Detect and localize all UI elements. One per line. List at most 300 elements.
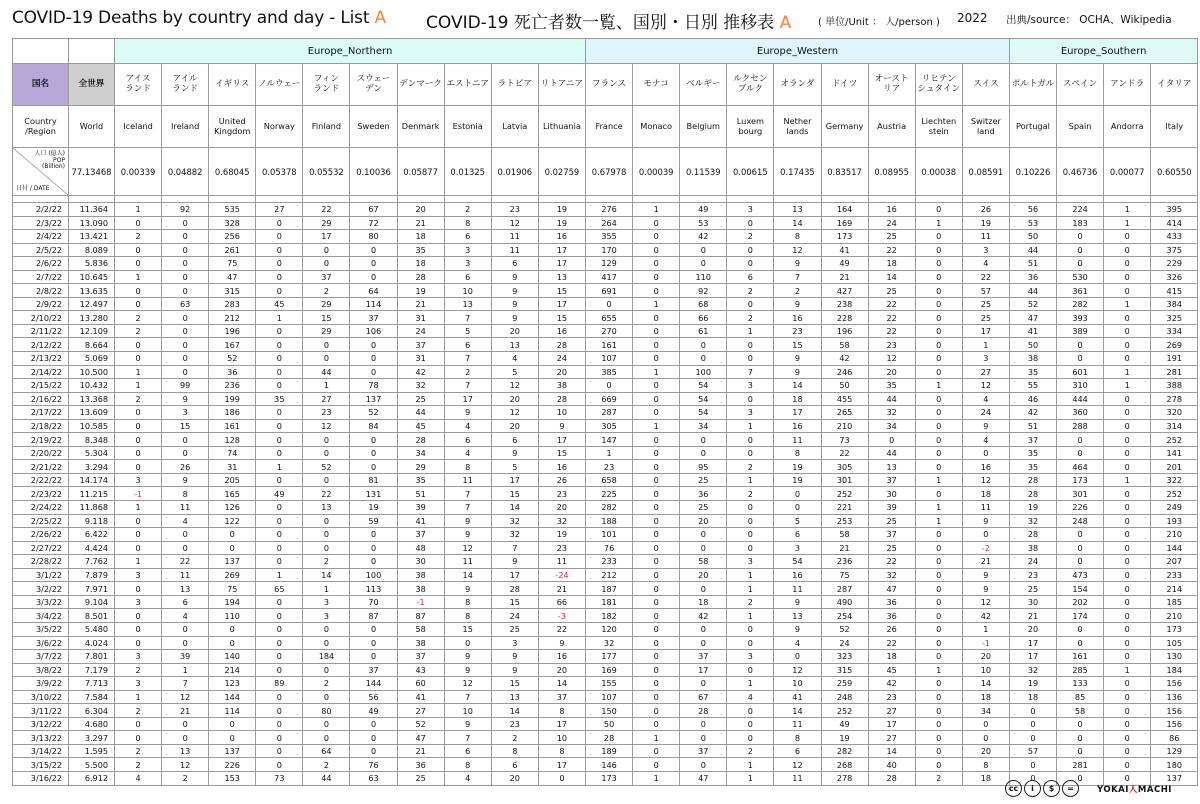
deaths-cell: 0 xyxy=(680,433,727,447)
deaths-cell: 0 xyxy=(915,203,962,217)
deaths-cell: 29 xyxy=(303,324,350,338)
date-cell: 3/3/22 xyxy=(13,595,69,609)
table-row xyxy=(13,473,1198,487)
deaths-cell: 17 xyxy=(868,717,915,731)
deaths-cell: 0 xyxy=(915,650,962,664)
deaths-cell: 282 xyxy=(1057,297,1104,311)
deaths-cell: 39 xyxy=(162,650,209,664)
deaths-cell: 1 xyxy=(727,324,774,338)
deaths-cell: 24 xyxy=(538,352,585,366)
deaths-cell: 8 xyxy=(962,758,1009,772)
deaths-cell: 0 xyxy=(680,731,727,745)
deaths-cell: 1 xyxy=(1104,203,1151,217)
deaths-cell: 11 xyxy=(774,433,821,447)
deaths-cell: 2 xyxy=(444,203,491,217)
deaths-cell: 65 xyxy=(256,582,303,596)
deaths-cell: 29 xyxy=(397,460,444,474)
deaths-cell: 32 xyxy=(868,406,915,420)
deaths-cell: 42 xyxy=(397,365,444,379)
deaths-cell: 7 xyxy=(444,379,491,393)
deaths-cell: 1 xyxy=(962,338,1009,352)
deaths-cell: 191 xyxy=(1151,352,1198,366)
deaths-cell: 120 xyxy=(586,622,633,636)
deaths-cell: 47 xyxy=(1009,311,1056,325)
deaths-cell: 3 xyxy=(115,650,162,664)
deaths-cell: 40 xyxy=(868,758,915,772)
deaths-cell: 122 xyxy=(209,514,256,528)
deaths-cell: 13 xyxy=(444,297,491,311)
deaths-cell: 1 xyxy=(115,555,162,569)
date-cell: 2/6/22 xyxy=(13,257,69,271)
deaths-cell: 0 xyxy=(256,230,303,244)
deaths-cell: 417 xyxy=(586,270,633,284)
country-name-jp: リヒテン シュタイン xyxy=(915,64,962,106)
deaths-cell: 0 xyxy=(915,338,962,352)
deaths-cell: 0 xyxy=(915,243,962,257)
deaths-cell: 20 xyxy=(680,514,727,528)
deaths-cell: 73 xyxy=(256,771,303,785)
deaths-cell: 14 xyxy=(491,704,538,718)
deaths-cell: 9 xyxy=(444,663,491,677)
deaths-cell: 180 xyxy=(1151,758,1198,772)
deaths-cell: 0 xyxy=(915,406,962,420)
spacer-cell xyxy=(1104,196,1151,203)
deaths-cell: 0 xyxy=(1057,230,1104,244)
deaths-cell: 16 xyxy=(538,230,585,244)
deaths-cell: 205 xyxy=(209,473,256,487)
deaths-cell: 42 xyxy=(680,230,727,244)
deaths-cell: 259 xyxy=(821,677,868,691)
deaths-cell: 60 xyxy=(397,677,444,691)
deaths-cell: 56 xyxy=(350,690,397,704)
deaths-cell: 4 xyxy=(444,771,491,785)
deaths-cell: 47 xyxy=(868,582,915,596)
deaths-cell: 0 xyxy=(162,433,209,447)
deaths-cell: 3 xyxy=(115,595,162,609)
deaths-cell: 9 xyxy=(774,257,821,271)
deaths-cell: 0 xyxy=(962,446,1009,460)
year-label: 2022 xyxy=(957,11,988,25)
table-row xyxy=(13,609,1198,623)
table-row xyxy=(13,717,1198,731)
deaths-cell: 0 xyxy=(162,446,209,460)
deaths-cell: 150 xyxy=(586,704,633,718)
deaths-cell: 21 xyxy=(397,216,444,230)
deaths-cell: 181 xyxy=(586,595,633,609)
deaths-cell: 6 xyxy=(491,257,538,271)
deaths-cell: 50 xyxy=(821,379,868,393)
deaths-cell: 12 xyxy=(962,473,1009,487)
deaths-cell: 224 xyxy=(1057,203,1104,217)
deaths-cell: 3 xyxy=(162,406,209,420)
deaths-cell: 0 xyxy=(915,257,962,271)
deaths-cell: 2 xyxy=(303,555,350,569)
spacer-cell xyxy=(444,196,491,203)
deaths-cell: 393 xyxy=(1057,311,1104,325)
deaths-cell: 23 xyxy=(868,338,915,352)
deaths-cell: 19 xyxy=(821,731,868,745)
deaths-cell: 17 xyxy=(303,230,350,244)
deaths-cell: 37 xyxy=(868,473,915,487)
deaths-cell: 0 xyxy=(915,230,962,244)
deaths-cell: 29 xyxy=(303,216,350,230)
deaths-cell: 95 xyxy=(680,460,727,474)
country-name-en: Belgium xyxy=(680,106,727,148)
deaths-cell: 78 xyxy=(350,379,397,393)
deaths-cell: 57 xyxy=(1009,744,1056,758)
spacer-cell xyxy=(69,196,115,203)
deaths-cell: 0 xyxy=(1057,771,1104,785)
deaths-cell: 17 xyxy=(774,406,821,420)
deaths-cell: 67 xyxy=(350,203,397,217)
date-cell: 2/7/22 xyxy=(13,270,69,284)
deaths-cell: 107 xyxy=(586,352,633,366)
deaths-cell: -1 xyxy=(115,487,162,501)
deaths-cell: 252 xyxy=(1151,433,1198,447)
deaths-cell: 236 xyxy=(821,555,868,569)
date-cell: 2/18/22 xyxy=(13,419,69,433)
deaths-cell: 384 xyxy=(1151,297,1198,311)
deaths-cell: 0 xyxy=(915,595,962,609)
table-row xyxy=(13,758,1198,772)
deaths-cell: 0 xyxy=(256,555,303,569)
deaths-cell: 0 xyxy=(350,352,397,366)
deaths-cell: 1 xyxy=(727,473,774,487)
date-cell: 3/11/22 xyxy=(13,704,69,718)
deaths-cell: 0 xyxy=(1104,392,1151,406)
deaths-cell: 42 xyxy=(962,609,1009,623)
deaths-cell: 0 xyxy=(680,352,727,366)
deaths-cell: 16 xyxy=(868,203,915,217)
deaths-cell: 0 xyxy=(256,446,303,460)
deaths-cell: 9 xyxy=(444,650,491,664)
deaths-cell: 0 xyxy=(680,582,727,596)
deaths-cell: 11 xyxy=(538,555,585,569)
deaths-cell: 6 xyxy=(774,744,821,758)
deaths-cell: 1 xyxy=(1104,365,1151,379)
deaths-cell: 8 xyxy=(444,216,491,230)
deaths-cell: 0 xyxy=(209,717,256,731)
deaths-cell: 2 xyxy=(303,758,350,772)
deaths-cell: 0 xyxy=(633,663,680,677)
deaths-cell: -1 xyxy=(397,595,444,609)
deaths-cell: 31 xyxy=(397,352,444,366)
population-row xyxy=(13,148,1198,196)
deaths-cell: 0 xyxy=(444,636,491,650)
deaths-cell: 0 xyxy=(915,636,962,650)
deaths-cell: 0 xyxy=(680,541,727,555)
date-cell: 2/3/22 xyxy=(13,216,69,230)
deaths-cell: 28 xyxy=(1009,528,1056,542)
deaths-cell: 5 xyxy=(491,460,538,474)
deaths-cell: 42 xyxy=(868,677,915,691)
deaths-cell: 18 xyxy=(962,690,1009,704)
table-row xyxy=(13,297,1198,311)
deaths-cell: 8 xyxy=(444,595,491,609)
deaths-cell: 1 xyxy=(256,311,303,325)
deaths-cell: 17 xyxy=(538,257,585,271)
deaths-cell: 17 xyxy=(538,717,585,731)
deaths-cell: 0 xyxy=(115,297,162,311)
table-row xyxy=(13,568,1198,582)
deaths-cell: 1 xyxy=(115,270,162,284)
country-name-en: Estonia xyxy=(444,106,491,148)
deaths-cell: 173 xyxy=(1151,622,1198,636)
deaths-cell: 9 xyxy=(491,270,538,284)
deaths-cell: 0 xyxy=(115,609,162,623)
deaths-cell: 0 xyxy=(633,460,680,474)
spacer-cell xyxy=(727,196,774,203)
deaths-cell: 12 xyxy=(444,541,491,555)
deaths-cell: 0 xyxy=(303,622,350,636)
table-row xyxy=(13,487,1198,501)
deaths-cell: 34 xyxy=(962,704,1009,718)
deaths-cell: 0 xyxy=(1104,352,1151,366)
deaths-cell: 0 xyxy=(1104,338,1151,352)
deaths-cell: 11 xyxy=(491,230,538,244)
corner-cell xyxy=(69,39,115,64)
deaths-cell: 9 xyxy=(962,514,1009,528)
deaths-cell: 37 xyxy=(1009,433,1056,447)
deaths-cell: 3 xyxy=(727,555,774,569)
deaths-cell: 1 xyxy=(727,568,774,582)
deaths-cell: 66 xyxy=(538,595,585,609)
deaths-cell: 355 xyxy=(586,230,633,244)
deaths-cell: 4 xyxy=(444,419,491,433)
deaths-cell: 0 xyxy=(1009,771,1056,785)
deaths-cell: 4 xyxy=(962,257,1009,271)
world-deaths-cell: 13.609 xyxy=(69,406,115,420)
deaths-cell: 0 xyxy=(680,677,727,691)
deaths-cell: 415 xyxy=(1151,284,1198,298)
deaths-cell: 39 xyxy=(397,501,444,515)
country-population: 0.00339 xyxy=(115,148,162,196)
deaths-cell: 530 xyxy=(1057,270,1104,284)
country-name-en: Sweden xyxy=(350,106,397,148)
deaths-cell: 44 xyxy=(868,446,915,460)
deaths-cell: 7 xyxy=(444,311,491,325)
deaths-cell: 212 xyxy=(209,311,256,325)
table-row xyxy=(13,744,1198,758)
deaths-cell: 61 xyxy=(680,324,727,338)
deaths-cell: 23 xyxy=(868,690,915,704)
deaths-cell: 39 xyxy=(868,501,915,515)
deaths-cell: 2 xyxy=(444,365,491,379)
deaths-cell: 301 xyxy=(1057,487,1104,501)
deaths-cell: 9 xyxy=(491,297,538,311)
deaths-cell: 63 xyxy=(350,771,397,785)
country-name-en: Finland xyxy=(303,106,350,148)
deaths-cell: 38 xyxy=(538,379,585,393)
deaths-cell: 1 xyxy=(115,690,162,704)
deaths-cell: 0 xyxy=(1057,731,1104,745)
deaths-cell: 4 xyxy=(162,609,209,623)
deaths-cell: 80 xyxy=(350,230,397,244)
deaths-cell: 8 xyxy=(162,487,209,501)
world-deaths-cell: 5.836 xyxy=(69,257,115,271)
deaths-cell: 9 xyxy=(444,406,491,420)
deaths-cell: 2 xyxy=(115,311,162,325)
country-name-en: Spain xyxy=(1057,106,1104,148)
deaths-cell: 35 xyxy=(868,379,915,393)
deaths-cell: 0 xyxy=(680,622,727,636)
deaths-cell: 25 xyxy=(680,501,727,515)
deaths-cell: 0 xyxy=(915,622,962,636)
deaths-cell: 0 xyxy=(115,419,162,433)
deaths-cell: 1 xyxy=(727,758,774,772)
deaths-cell: 6 xyxy=(444,433,491,447)
deaths-cell: 455 xyxy=(821,392,868,406)
deaths-cell: 30 xyxy=(397,555,444,569)
deaths-cell: 0 xyxy=(633,541,680,555)
deaths-cell: 3 xyxy=(303,609,350,623)
deaths-cell: 1 xyxy=(1104,379,1151,393)
spacer-cell xyxy=(350,196,397,203)
date-cell: 3/14/22 xyxy=(13,744,69,758)
deaths-cell: 80 xyxy=(303,704,350,718)
deaths-cell: 0 xyxy=(256,419,303,433)
deaths-cell: 0 xyxy=(115,284,162,298)
deaths-cell: 14 xyxy=(444,568,491,582)
deaths-cell: 256 xyxy=(209,230,256,244)
deaths-cell: 0 xyxy=(350,338,397,352)
deaths-cell: 282 xyxy=(821,744,868,758)
deaths-cell: 21 xyxy=(1009,609,1056,623)
deaths-cell: 1 xyxy=(633,297,680,311)
deaths-cell: 0 xyxy=(1104,311,1151,325)
country-jp-row xyxy=(13,64,1198,106)
deaths-cell: 184 xyxy=(1151,663,1198,677)
deaths-cell: 1 xyxy=(115,365,162,379)
deaths-cell: 161 xyxy=(209,419,256,433)
deaths-cell: 9 xyxy=(491,446,538,460)
deaths-cell: 22 xyxy=(868,636,915,650)
deaths-cell: 0 xyxy=(633,636,680,650)
deaths-cell: 44 xyxy=(1009,284,1056,298)
deaths-cell: 17 xyxy=(1009,636,1056,650)
deaths-cell: 74 xyxy=(209,446,256,460)
deaths-cell: 226 xyxy=(1057,501,1104,515)
world-deaths-cell: 4.024 xyxy=(69,636,115,650)
deaths-cell: 22 xyxy=(303,487,350,501)
deaths-cell: 64 xyxy=(303,744,350,758)
deaths-cell: 6 xyxy=(162,595,209,609)
deaths-cell: 0 xyxy=(680,636,727,650)
deaths-cell: 0 xyxy=(303,717,350,731)
country-label-jp: 国名 xyxy=(13,64,69,106)
deaths-cell: 19 xyxy=(1009,677,1056,691)
deaths-cell: 2 xyxy=(115,704,162,718)
deaths-cell: 12 xyxy=(162,690,209,704)
deaths-cell: 0 xyxy=(1057,243,1104,257)
deaths-cell: 0 xyxy=(209,528,256,542)
deaths-cell: 228 xyxy=(821,311,868,325)
deaths-cell: 0 xyxy=(1104,433,1151,447)
deaths-cell: 2 xyxy=(915,771,962,785)
deaths-cell: 0 xyxy=(256,609,303,623)
country-name-en: Andorra xyxy=(1104,106,1151,148)
deaths-cell: 0 xyxy=(1104,460,1151,474)
deaths-cell: 49 xyxy=(680,203,727,217)
deaths-cell: 128 xyxy=(209,433,256,447)
date-cell: 2/21/22 xyxy=(13,460,69,474)
deaths-cell: 655 xyxy=(586,311,633,325)
deaths-cell: 326 xyxy=(1151,270,1198,284)
deaths-cell: 0 xyxy=(256,284,303,298)
deaths-cell: 19 xyxy=(774,473,821,487)
deaths-cell: 43 xyxy=(397,663,444,677)
deaths-cell: 389 xyxy=(1057,324,1104,338)
deaths-cell: 19 xyxy=(350,501,397,515)
date-cell: 2/15/22 xyxy=(13,379,69,393)
deaths-cell: 334 xyxy=(1151,324,1198,338)
deaths-cell: 238 xyxy=(821,297,868,311)
deaths-cell: 0 xyxy=(868,433,915,447)
deaths-cell: 13 xyxy=(774,609,821,623)
deaths-cell: 14 xyxy=(538,677,585,691)
deaths-cell: 25 xyxy=(397,771,444,785)
deaths-cell: 0 xyxy=(1104,582,1151,596)
country-name-en: Germany xyxy=(821,106,868,148)
deaths-cell: 13 xyxy=(491,338,538,352)
deaths-cell: 414 xyxy=(1151,216,1198,230)
deaths-cell: 21 xyxy=(397,297,444,311)
table-row xyxy=(13,528,1198,542)
country-population: 0.60550 xyxy=(1151,148,1198,196)
deaths-cell: 123 xyxy=(209,677,256,691)
deaths-cell: 28 xyxy=(1009,473,1056,487)
deaths-cell: 3 xyxy=(303,595,350,609)
deaths-cell: 0 xyxy=(1104,568,1151,582)
world-deaths-cell: 13.280 xyxy=(69,311,115,325)
deaths-cell: 20 xyxy=(680,568,727,582)
deaths-cell: 0 xyxy=(256,514,303,528)
deaths-cell: 49 xyxy=(821,717,868,731)
deaths-cell: 0 xyxy=(727,717,774,731)
deaths-cell: 23 xyxy=(303,406,350,420)
deaths-cell: 129 xyxy=(586,257,633,271)
world-deaths-cell: 7.879 xyxy=(69,568,115,582)
deaths-cell: 101 xyxy=(586,528,633,542)
deaths-cell: 15 xyxy=(491,595,538,609)
deaths-cell: 167 xyxy=(209,338,256,352)
deaths-cell: 35 xyxy=(1009,446,1056,460)
deaths-cell: 8 xyxy=(444,460,491,474)
title-english xyxy=(12,8,386,28)
country-name-en: Austria xyxy=(868,106,915,148)
deaths-cell: 0 xyxy=(727,541,774,555)
world-deaths-cell: 10.500 xyxy=(69,365,115,379)
world-label-jp: 全世界 xyxy=(69,64,115,106)
deaths-cell: 0 xyxy=(1104,771,1151,785)
deaths-cell: 0 xyxy=(727,216,774,230)
spacer-cell xyxy=(586,196,633,203)
deaths-cell: 32 xyxy=(868,568,915,582)
deaths-cell: 23 xyxy=(538,487,585,501)
deaths-cell: 52 xyxy=(397,717,444,731)
deaths-cell: 288 xyxy=(1057,419,1104,433)
deaths-cell: 18 xyxy=(868,650,915,664)
deaths-cell: 199 xyxy=(209,392,256,406)
deaths-cell: 0 xyxy=(633,514,680,528)
deaths-cell: 86 xyxy=(1151,731,1198,745)
table-row xyxy=(13,270,1198,284)
deaths-cell: 58 xyxy=(680,555,727,569)
deaths-cell: 8 xyxy=(444,609,491,623)
deaths-cell: 10 xyxy=(962,663,1009,677)
table-row xyxy=(13,216,1198,230)
deaths-cell: 16 xyxy=(774,568,821,582)
